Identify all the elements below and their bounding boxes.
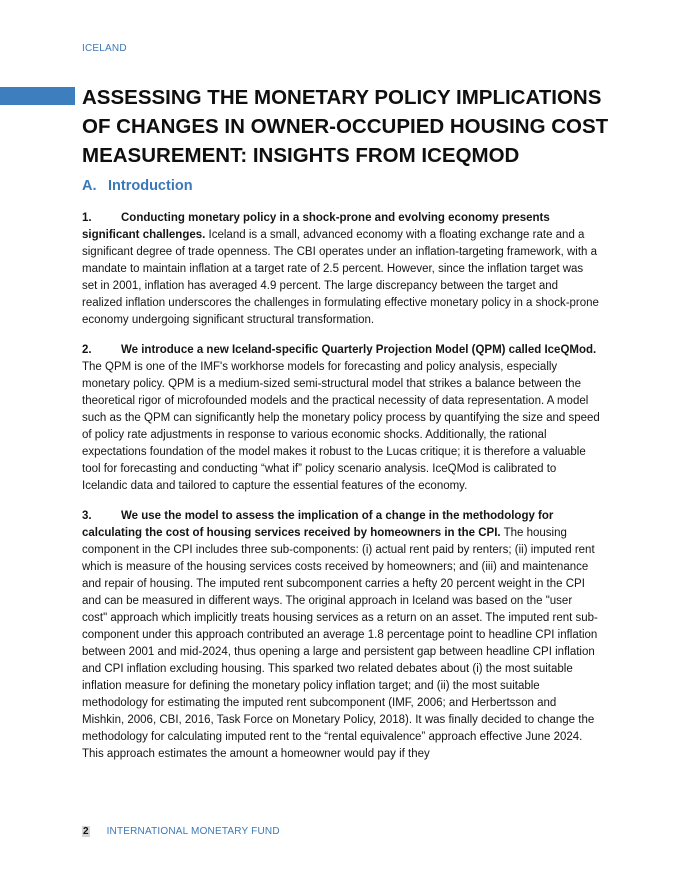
page-footer xyxy=(82,826,280,837)
running-head: ICELAND xyxy=(82,43,127,54)
paragraph-number: 2. xyxy=(82,344,92,356)
page-title: ASSESSING THE MONETARY POLICY IMPLICATIONS OF CHANGES IN OWNER-OCCUPIED HOUSING COST MEASUREMENT: INSIGHTS FROM ICEQMOD xyxy=(82,86,609,167)
paragraph-lead: Conducting monetary policy in a shock-prone and evolving economy presents significant challenges. xyxy=(82,212,550,241)
paragraph-1 xyxy=(82,210,600,329)
paragraph-text: The QPM is one of the IMF's workhorse models for forecasting and policy analysis, especially monetary policy. QPM is a medium-sized semi-structural model that strikes a balance between the theoretical rigor of microfounded models and the practical necessity of data representation. A model such as the QPM can significantly help the monetary policy process by quantifying the size and speed of policy rate adjustments in response to various economic shocks. Additionally, the rational expectations foundation of the model makes it robust to the Lucas critique; it is therefore a valuable tool for forecasting and conducting “what if” policy scenario analysis. IceQMod is calibrated to Icelandic data and tailored to capture the essential features of the economy. xyxy=(82,361,600,492)
paragraph-lead: We use the model to assess the implication of a change in the methodology for calculating the cost of housing services received by homeowners in the CPI. xyxy=(82,510,554,539)
paragraph-number: 3. xyxy=(82,510,92,522)
paragraph-3 xyxy=(82,508,600,763)
section-letter: A. xyxy=(82,178,97,194)
footer-organization: INTERNATIONAL MONETARY FUND xyxy=(106,826,280,837)
paragraph-lead: We introduce a new Iceland-specific Quarterly Projection Model (QPM) called IceQMod. xyxy=(121,344,597,356)
section-title: Introduction xyxy=(108,178,193,194)
paragraph-number: 1. xyxy=(82,212,92,224)
body-text xyxy=(82,210,600,776)
paragraph-text: Iceland is a small, advanced economy with a floating exchange rate and a significant degree of trade openness. The CBI operates under an inflation-targeting framework, with a mandate to maintain inflation at a target rate of 2.5 percent. However, since the inflation target was set in 2001, inflation has averaged 4.9 percent. The large discrepancy between the target and realized inflation underscores the challenges in formulating effective monetary policy in a shock-prone economy undergoing significant structural transformation. xyxy=(82,229,599,326)
page-number: 2 xyxy=(83,826,89,837)
title-accent-bar xyxy=(0,87,75,105)
paragraph-text: The housing component in the CPI includes three sub-components: (i) actual rent paid by renters; (ii) imputed rent which is measure of the housing services costs received by homeowners; and (iii) and maintenance and repair of housing. The imputed rent subcomponent carries a hefty 20 percent weight in the CPI and can be measured in different ways. The original approach in Iceland was based on the "user cost" approach which implicitly treats housing services as a return on an asset. The imputed rent sub-component under this approach contributed an average 1.8 percentage point to headline CPI inflation between 2001 and mid-2024, thus opening a large and persistent gap between headline CPI inflation and CPI inflation excluding housing. This sparked two related debates about (i) the most suitable inflation measure for defining the monetary policy inflation target; and (ii) the most suitable methodology for estimating the imputed rent subcomponent (IMF, 2006; and Herbertsson and Mishkin, 2006, CBI, 2016, Task Force on Monetary Policy, 2018). It was finally decided to change the methodology for calculating imputed rent to the “rental equivalence” approach effective June 2024. This approach estimates the amount a homeowner would pay if they xyxy=(82,527,598,760)
paragraph-2 xyxy=(82,342,600,495)
section-heading xyxy=(82,178,193,194)
